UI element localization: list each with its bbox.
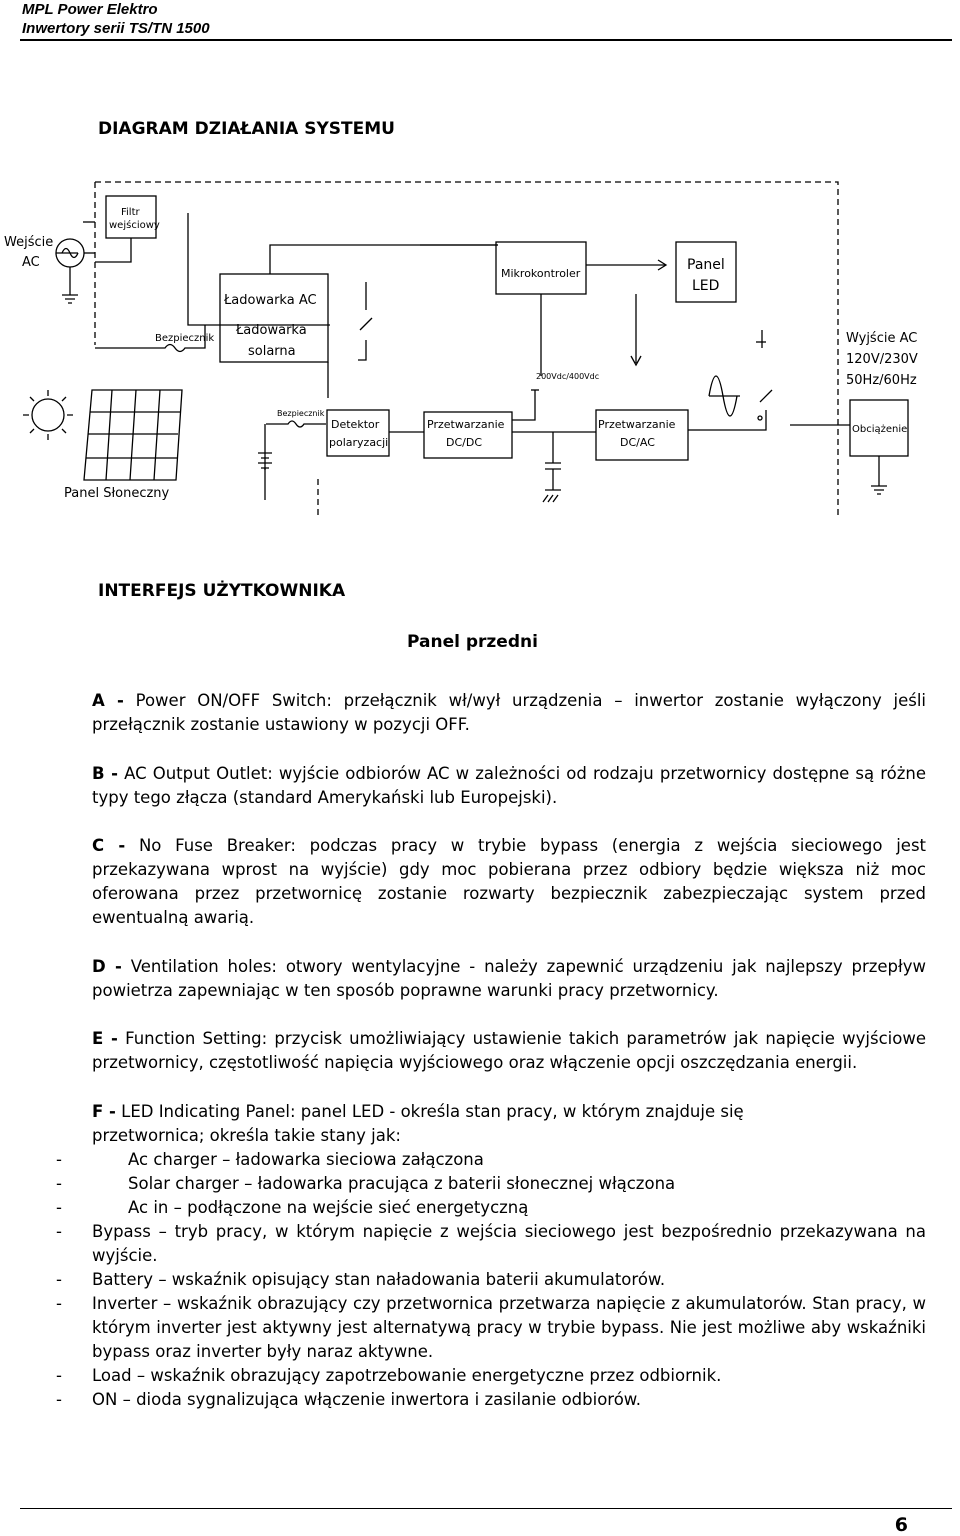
list-item: - Ac in – podłączone na wejście sieć energetyczną: [56, 1198, 529, 1217]
paragraph-e: [92, 1027, 926, 1075]
diagram-label: Mikrokontroler: [501, 267, 581, 280]
header-company: MPL Power Elektro: [22, 1, 158, 18]
list-item: - Inverter – wskaźnik obrazujący czy przetwornica przetwarza napięcie z akumulatorów. Stan pracy, w którym inverter jest aktywny jest alternatywą pracy w trybie bypass. Nie jest możliwe aby wskaźniki bypass oraz inverter były naraz aktywne.: [56, 1294, 926, 1361]
diagram-label: DC/DC: [446, 436, 483, 449]
diagram-label: Ładowarka: [236, 323, 307, 338]
paragraph-text: Power ON/OFF Switch: przełącznik wł/wył urządzenia – inwertor zostanie wyłączony jeśli przełącznik zostanie ustawiony w pozycji OFF.: [92, 691, 926, 734]
diagram-label: Bezpiecznik: [155, 333, 215, 344]
list-item: - Ac charger – ładowarka sieciowa załączona: [56, 1150, 484, 1169]
system-block-diagram: [0, 170, 960, 520]
paragraph-label: B -: [92, 764, 119, 783]
list-item: - Battery – wskaźnik opisujący stan naładowania baterii akumulatorów.: [56, 1270, 666, 1289]
paragraph-text: AC Output Outlet: wyjście odbiorów AC w zależności od rodzaju przetwornicy dostępne są różne typy tego złącza (standard Amerykański lub Europejski).: [92, 764, 926, 807]
diagram-label: Filtr: [121, 207, 140, 218]
diagram-label: polaryzacji: [329, 436, 389, 449]
header-rule: [20, 39, 952, 41]
page-number: 6: [894, 1514, 908, 1536]
header-product: Inwertory serii TS/TN 1500: [22, 20, 210, 37]
diagram-label: Ładowarka AC: [224, 293, 317, 308]
subsection-title: Panel przedni: [407, 632, 538, 652]
footer-rule: [20, 1508, 952, 1509]
diagram-label: Panel: [687, 257, 725, 273]
paragraph-text: Ventilation holes: otwory wentylacyjne - należy zapewnić urządzeniu jak najlepszy przepływ powietrza zapewniając w ten sposób poprawne warunki pracy przetwornicy.: [92, 957, 926, 1000]
diagram-label: 50Hz/60Hz: [846, 373, 917, 388]
page-header: [22, 0, 952, 38]
list-item: - ON – dioda sygnalizująca włączenie inwertora i zasilanie odbiorów.: [56, 1390, 642, 1409]
diagram-label: Przetwarzanie: [598, 418, 676, 431]
diagram-label: Wyjście AC: [846, 331, 918, 346]
led-states-list: [56, 1148, 926, 1412]
diagram-label: 120V/230V: [846, 352, 918, 367]
paragraph-a: [92, 689, 926, 737]
diagram-label: Przetwarzanie: [427, 418, 505, 431]
diagram-label: LED: [692, 278, 720, 294]
paragraph-label: E -: [92, 1029, 118, 1048]
list-item: - Solar charger – ładowarka pracująca z baterii słonecznej włączona: [56, 1174, 676, 1193]
diagram-label: wejściowy: [109, 220, 160, 231]
diagram-label: DC/AC: [620, 436, 655, 449]
paragraph-text: No Fuse Breaker: podczas pracy w trybie bypass (energia z wejścia sieciowego jest przekazywana wprost na wyjście) gdy moc pobierana przez odbiory będzie większa niż moc oferowana przez przetwornicę zostanie rozwarty bezpiecznik zabezpieczając system przed ewentualną awarią.: [92, 836, 927, 927]
diagram-label: solarna: [248, 344, 296, 359]
section-title-diagram: DIAGRAM DZIAŁANIA SYSTEMU: [98, 119, 395, 139]
list-item: - Bypass – tryb pracy, w którym napięcie z wejścia sieciowego jest bezpośrednio przekazywana na wyjście.: [56, 1222, 926, 1265]
paragraph-label: F -: [92, 1102, 116, 1121]
paragraph-label: C -: [92, 836, 126, 855]
section-title-interface: INTERFEJS UŻYTKOWNIKA: [98, 581, 346, 601]
paragraph-label: D -: [92, 957, 122, 976]
diagram-label: Obciążenie: [852, 424, 908, 435]
paragraph-text: LED Indicating Panel: panel LED - określa stan pracy, w którym znajduje się przetwornica; określa takie stany jak:: [92, 1102, 744, 1145]
paragraph-d: [92, 955, 926, 1003]
diagram-label: Bezpiecznik: [277, 409, 325, 418]
list-item: - Load – wskaźnik obrazujący zapotrzebowanie energetyczne przez odbiornik.: [56, 1366, 722, 1385]
paragraph-b: [92, 762, 926, 810]
diagram-label: Detektor: [331, 418, 380, 431]
paragraph-f: [92, 1100, 812, 1148]
paragraph-label: A -: [92, 691, 124, 710]
diagram-label: Wejście: [4, 235, 54, 250]
paragraph-text: Function Setting: przycisk umożliwiający ustawienie takich parametrów jak napięcie wyjściowe przetwornicy, częstotliwość napięcia wyjściowego oraz włączenie opcji oszczędzania energii.: [92, 1029, 926, 1072]
diagram-label: AC: [22, 255, 40, 270]
paragraph-c: [92, 834, 926, 930]
diagram-label: 200Vdc/400Vdc: [536, 372, 600, 381]
diagram-label: Panel Słoneczny: [64, 486, 170, 501]
